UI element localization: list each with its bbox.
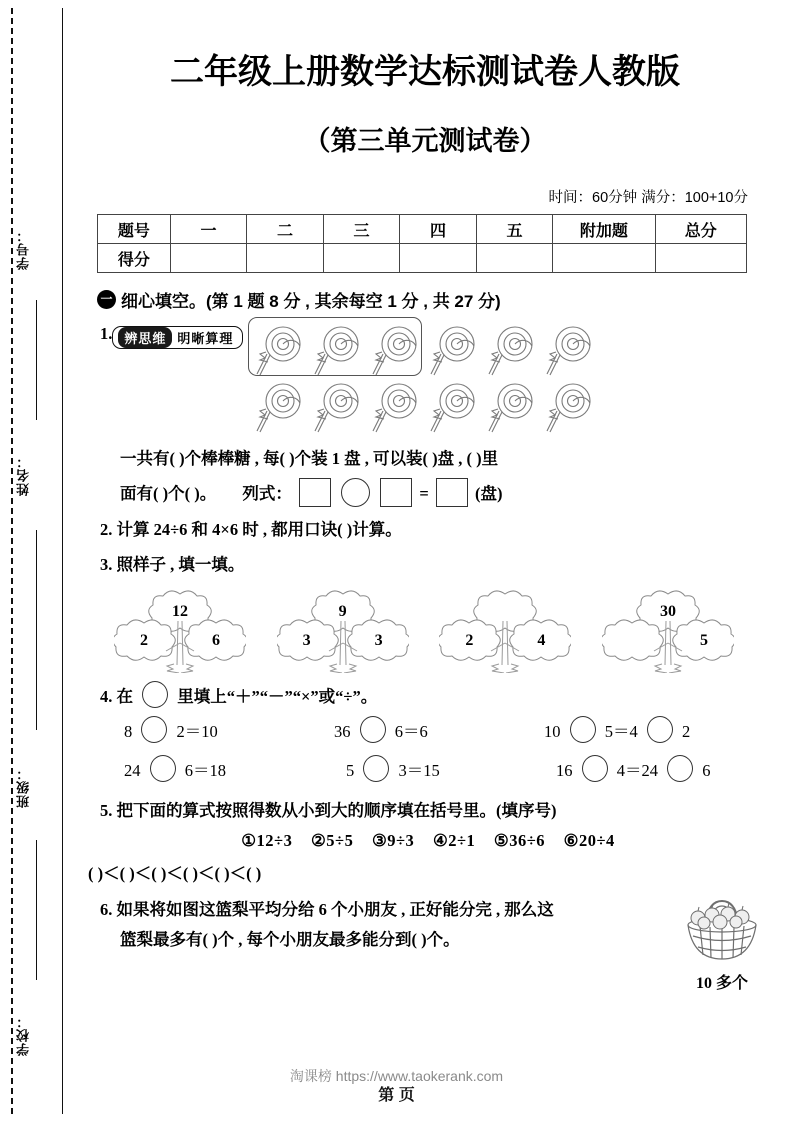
lollipop-icon [427, 322, 485, 379]
operator-circle[interactable] [360, 716, 386, 743]
clover-right-value: 6 [212, 631, 220, 649]
question-3-text: 照样子 , 填一填。 [116, 555, 245, 575]
question-5-number: 5. [100, 800, 113, 820]
operator-circle[interactable] [570, 716, 596, 743]
question-1-line-2-text: 面有( )个( )。 [120, 483, 217, 503]
question-3 [100, 552, 770, 579]
lollipop-icon [369, 322, 427, 379]
score-header-1: 一 [170, 215, 246, 244]
option-item: ⑥20÷4 [563, 831, 615, 851]
equation-right: 6 [702, 760, 711, 780]
question-1-number: 1. [100, 324, 113, 343]
equation-left: 5 [346, 760, 355, 780]
score-row-label: 得分 [98, 244, 171, 273]
operator-circle-sample[interactable] [142, 681, 168, 708]
equation-right: 2＝10 [176, 721, 218, 741]
formula-box-1[interactable] [299, 478, 331, 507]
equation-right: 6＝6 [394, 721, 428, 741]
lollipop-row-1 [253, 322, 601, 379]
margin-label-student-id: 学号： [16, 228, 31, 270]
question-4-text-a: 在 [116, 686, 133, 706]
equation-cell [322, 755, 544, 782]
option-item: ①12÷3 [241, 831, 293, 851]
pear-basket-illustration [676, 895, 768, 993]
section-header-one [97, 287, 770, 312]
formula-label: 列式： [242, 483, 292, 503]
lollipop-icon [369, 379, 427, 436]
option-item: ⑤36÷6 [493, 831, 546, 851]
equation-cell [124, 716, 334, 743]
table-row [98, 215, 747, 244]
question-6-line-2[interactable]: 篮梨最多有( )个 , 每个小朋友最多能分到( )个。 [120, 930, 460, 950]
margin-divider-1 [36, 300, 37, 420]
operator-circle-2[interactable] [647, 716, 673, 743]
score-cell-3[interactable] [323, 244, 399, 273]
content-column [80, 0, 770, 992]
equation-left: 36 [334, 721, 351, 741]
equation-right: 6＝18 [184, 760, 226, 780]
question-5-options [100, 828, 770, 855]
score-header-4: 四 [400, 215, 476, 244]
clover-right-value: 4 [537, 631, 546, 649]
question-6-number: 6. [100, 899, 113, 919]
lollipop-icon [253, 379, 311, 436]
lollipop-icon [311, 379, 369, 436]
option-item: ③9÷3 [371, 831, 415, 851]
lollipop-icon [427, 379, 485, 436]
question-2-number: 2. [100, 520, 113, 540]
question-5-text: 把下面的算式按照得数从小到大的顺序填在括号里。(填序号) [116, 800, 557, 820]
lollipop-icon [485, 379, 543, 436]
score-cell-2[interactable] [247, 244, 323, 273]
lollipop-icon [543, 322, 601, 379]
question-6-wrap [80, 897, 770, 992]
section-marker-icon: 一 [97, 290, 116, 309]
formula-unit: (盘) [475, 483, 503, 503]
question-1-illustration-row [100, 322, 770, 436]
formula-box-2[interactable] [380, 478, 412, 507]
equation-mid: 4＝24 [616, 760, 658, 780]
formula-equals: = [419, 483, 429, 503]
formula-box-result[interactable] [436, 478, 468, 507]
question-4-text-b: 里填上“＋”“－”“×”或“÷”。 [177, 686, 378, 706]
equation-left: 8 [124, 721, 133, 741]
clover-diagram [439, 585, 571, 673]
section-title: 细心填空。(第 1 题 8 分 , 其余每空 1 分 , 共 27 分) [121, 292, 501, 311]
page-margin-rule [62, 8, 63, 1114]
operator-circle[interactable] [141, 716, 167, 743]
question-5 [100, 798, 770, 825]
lollipop-grid [253, 322, 601, 436]
equation-left: 24 [124, 760, 141, 780]
clover-top-value: 9 [338, 602, 347, 620]
lollipop-icon [311, 322, 369, 379]
badge-dark-label: 辨思维 [118, 327, 172, 348]
page-title: 二年级上册数学达标测试卷人教版 [170, 53, 680, 91]
lollipop-icon [485, 322, 543, 379]
option-item: ④2÷1 [432, 831, 476, 851]
margin-label-name: 姓名： [16, 454, 31, 496]
margin-label-class: 班级： [16, 766, 31, 808]
score-cell-total[interactable] [655, 244, 746, 273]
page-footer-label: 第 页 [378, 1087, 415, 1104]
score-table [97, 214, 747, 273]
lollipop-row-2 [253, 379, 601, 436]
formula-operator-circle[interactable] [341, 478, 370, 507]
equation-mid: 5＝4 [604, 721, 638, 741]
score-header-label: 题号 [98, 215, 171, 244]
score-header-3: 三 [323, 215, 399, 244]
equation-right: 3＝15 [398, 760, 440, 780]
score-header-total: 总分 [655, 215, 746, 244]
clover-right-value: 3 [374, 631, 383, 649]
score-cell-4[interactable] [400, 244, 476, 273]
score-cell-5[interactable] [476, 244, 552, 273]
clover-diagram [277, 585, 409, 673]
equation-left: 16 [556, 760, 573, 780]
operator-circle[interactable] [582, 755, 608, 782]
clover-top-value: 30 [659, 602, 676, 620]
lollipop-icon [543, 379, 601, 436]
clover-right-value: 5 [699, 631, 708, 649]
question-2 [100, 517, 770, 544]
clover-left-value: 2 [465, 631, 474, 649]
operator-circle[interactable] [150, 755, 176, 782]
thinking-badge [112, 326, 243, 349]
operator-circle[interactable] [363, 755, 389, 782]
question-6-text-1: 如果将如图这篮梨平均分给 6 个小朋友 , 正好能分完 , 那么这 [116, 899, 554, 919]
table-row [98, 244, 747, 273]
question-1-line-2 [120, 478, 770, 508]
question-3-number: 3. [100, 555, 113, 575]
question-4 [100, 681, 770, 711]
question-1-line-1: 一共有( )个棒棒糖 , 每( )个装 1 盘 , 可以装( )盘 , ( )里 [120, 449, 499, 468]
score-header-5: 五 [476, 215, 552, 244]
margin-label-school: 学校： [16, 1014, 31, 1056]
question-4-row-2 [124, 755, 754, 782]
question-4-number: 4. [100, 686, 113, 706]
equation-cell [544, 755, 754, 782]
equation-cell [124, 755, 322, 782]
badge-light-label: 明晰算理 [177, 331, 234, 346]
score-cell-1[interactable] [170, 244, 246, 273]
score-cell-bonus[interactable] [553, 244, 655, 273]
basket-caption: 10 多个 [695, 974, 748, 992]
equation-cell [544, 716, 754, 743]
operator-circle-2[interactable] [667, 755, 693, 782]
clover-diagram [602, 585, 734, 673]
equation-cell [334, 716, 544, 743]
clover-left-value: 2 [140, 631, 148, 649]
question-4-row-1 [124, 716, 754, 743]
exam-meta: 时间：60分钟 满分：100+10分 [548, 190, 748, 206]
option-item: ②5÷5 [310, 831, 354, 851]
equation-right: 2 [682, 721, 691, 741]
score-header-2: 二 [247, 215, 323, 244]
page-subtitle: （第三单元测试卷） [303, 126, 547, 156]
watermark-text: 淘课榜 https://www.taokerank.com [289, 1068, 504, 1084]
score-header-bonus: 附加题 [553, 215, 655, 244]
lollipop-icon [253, 322, 311, 379]
question-5-compare-blanks[interactable]: ( )＜( )＜( )＜( )＜( )＜( ) [88, 864, 262, 884]
clover-diagram [114, 585, 246, 673]
clover-diagram-row [114, 585, 734, 673]
question-6-line-1 [100, 897, 680, 924]
margin-divider-3 [36, 840, 37, 980]
clover-top-value: 12 [172, 602, 188, 620]
clover-left-value: 3 [302, 631, 311, 649]
question-2-text: 计算 24÷6 和 4×6 时 , 都用口诀( )计算。 [116, 520, 402, 540]
margin-divider-2 [36, 530, 37, 730]
equation-left: 10 [544, 721, 561, 741]
page-dashed-edge [11, 8, 13, 1114]
